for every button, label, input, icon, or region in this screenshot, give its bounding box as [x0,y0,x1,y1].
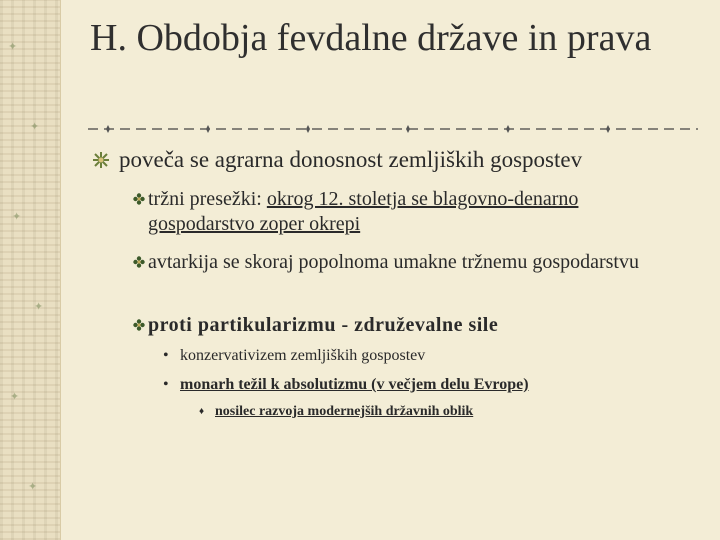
hyperlink-text[interactable]: monarh težil k absolutizmu (v večjem delu Evrope) [180,376,529,393]
bullet-text: proti partikularizmu - združevalne sile [148,314,499,336]
texture-mark-icon: ✦ [28,481,38,493]
title-divider-rule [88,122,698,136]
bullet-text-prefix: tržni presežki: [148,188,267,210]
dot-bullet-icon: • [163,347,169,364]
bullet-text: avtarkija se skoraj popolnoma umakne tržnemu gospodarstvu [148,251,639,273]
star-bullet-icon [92,151,110,169]
bullet-text: konzervativizem zemljiških gospostev [180,347,426,364]
flower-bullet-icon [133,319,145,331]
texture-mark-icon: ✦ [10,391,20,403]
dot-bullet-icon: • [163,376,169,393]
hyperlink-text[interactable]: okrog 12. stoletja se blagovno-denarno gospodarstvo zoper okrepi [148,188,579,235]
flower-bullet-icon [133,193,145,205]
texture-mark-icon: ✦ [34,301,44,313]
flower-bullet-icon [133,256,145,268]
decorative-left-strip [0,0,61,540]
slide-title: H. Obdobja fevdalne države in prava [90,17,652,59]
texture-mark-icon: ✦ [8,41,18,53]
texture-mark-icon: ✦ [30,121,40,133]
texture-mark-icon: ✦ [12,211,22,223]
hyperlink-text[interactable]: nosilec razvoja modernejših državnih oblik [215,404,474,419]
bullet-text: poveča se agrarna donosnost zemljiških gospostev [119,147,583,172]
diamond-bullet-icon: ♦ [199,406,205,417]
